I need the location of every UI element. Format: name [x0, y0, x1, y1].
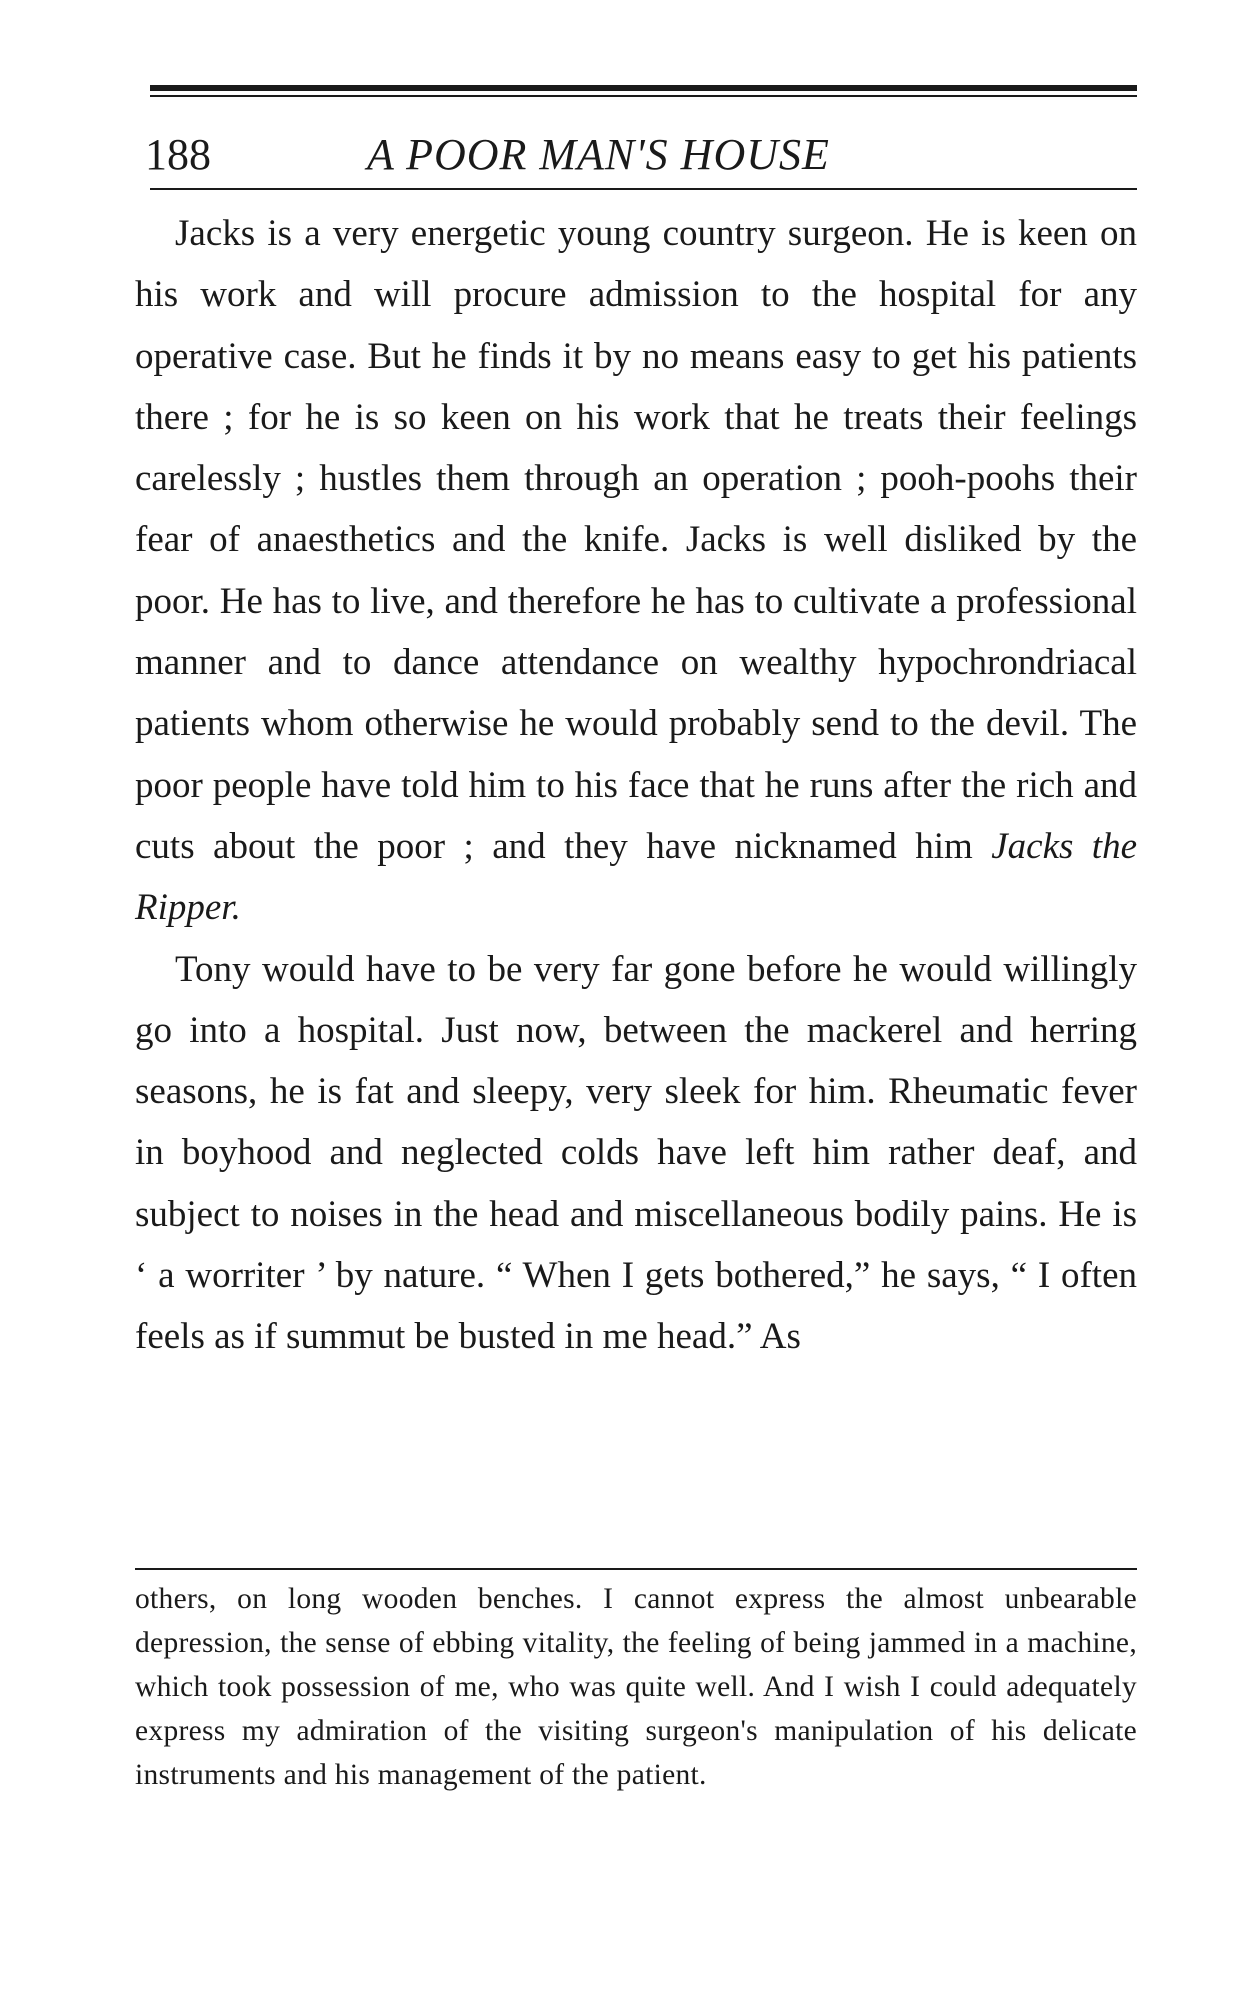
header-rule	[150, 188, 1137, 190]
footnote: others, on long wooden benches. I cannot express the almost unbearable depression, the sense of ebbing vitality, the feeling of being jammed in a machine, which took possession of me, who was quite well. And I wish I could adequately express my admiration of the visiting surgeon's manipulation of his delicate instruments and his management of the patient.	[135, 1583, 1137, 1791]
top-rule-thick	[150, 85, 1137, 91]
body-text	[135, 203, 1137, 1368]
paragraph-jacks-italic: Jacks the Ripper.	[135, 825, 1138, 929]
running-header	[145, 115, 1137, 195]
paragraph-tony: Tony would have to be very far gone before he would willingly go into a hospital. Just now, between the mackerel and herring seasons, he is fat and sleepy, very sleek for him. Rheumatic fever in boyhood and neglected colds have left him rather deaf, and subject to noises in the head and miscellaneous bodily pains. He is ‘ a worriter ’ by nature. “ When I gets bothered,” he says, “ I often feels as if summut be busted in me head.” As	[135, 948, 1137, 1358]
top-rule-thin	[150, 95, 1137, 97]
running-title: A POOR MAN'S HOUSE	[367, 130, 830, 179]
paragraph-jacks	[135, 203, 1137, 939]
footnote-rule	[135, 1568, 1137, 1570]
page-number: 188	[145, 130, 211, 179]
paragraph-jacks-text: Jacks is a very energetic young country surgeon. He is keen on his work and will procure admission to the hospital for any operative case. But he finds it by no means easy to get his patients there ; for he is so keen on his work that he treats their feelings carelessly ; hustles them through an operation ; pooh-poohs their fear of anaesthetics and the knife. Jacks is well disliked by the poor. He has to live, and therefore he has to cultivate a professional manner and to dance attendance on wealthy hypochrondriacal patients whom otherwise he would probably send to the devil. The poor people have told him to his face that he runs after the rich and cuts about the poor ; and they have nicknamed him	[135, 213, 1137, 867]
